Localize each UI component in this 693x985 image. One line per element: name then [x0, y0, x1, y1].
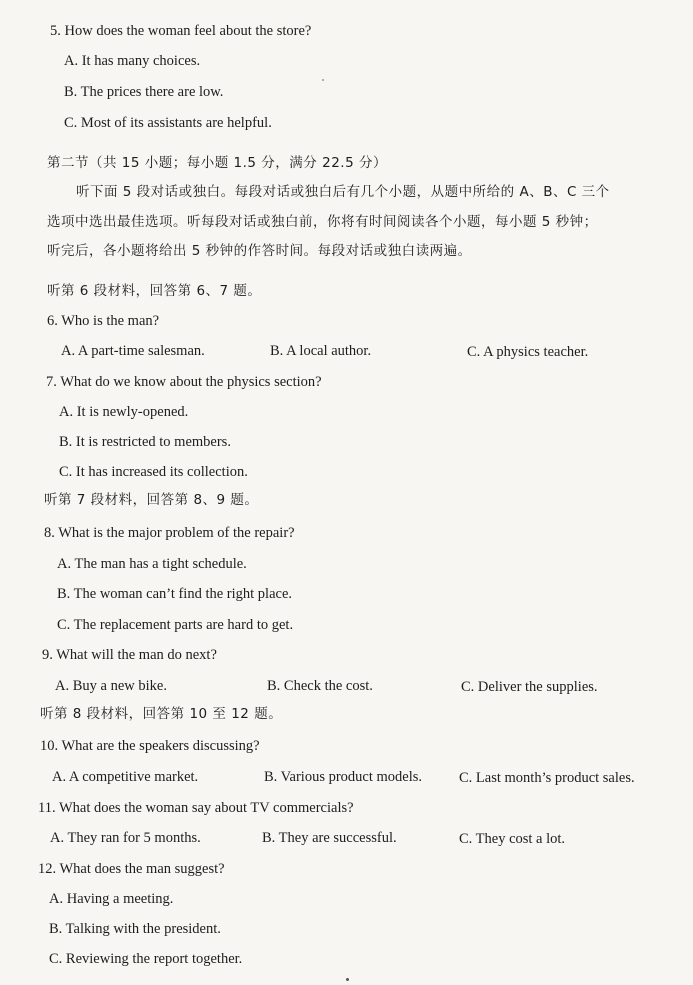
- section-heading: 第二节（共 15 小题；每小题 1.5 分，满分 22.5 分）: [47, 155, 387, 171]
- question-5-option-c: C. Most of its assistants are helpful.: [64, 115, 272, 131]
- section-instructions-line-3: 听完后，各小题将给出 5 秒钟的作答时间。每段对话或独白读两遍。: [47, 243, 472, 259]
- question-9-option-c: C. Deliver the supplies.: [461, 679, 598, 695]
- question-10-option-b: B. Various product models.: [264, 769, 423, 785]
- question-5-stem: 5. How does the woman feel about the store?: [50, 23, 312, 39]
- question-9-option-b: B. Check the cost.: [267, 678, 373, 694]
- scan-speck: [346, 978, 349, 981]
- material-6-instruction: 听第 6 段材料，回答第 6、7 题。: [47, 283, 262, 299]
- section-instructions-line-2: 选项中选出最佳选项。听每段对话或独白前，你将有时间阅读各个小题，每小题 5 秒钟；: [47, 214, 598, 230]
- question-7-option-a: A. It is newly-opened.: [59, 404, 189, 420]
- question-5-option-b: B. The prices there are low.: [64, 84, 224, 100]
- question-12-option-a: A. Having a meeting.: [49, 891, 174, 907]
- question-11-option-b: B. They are successful.: [262, 830, 397, 846]
- question-12-stem: 12. What does the man suggest?: [38, 861, 225, 877]
- section-instructions-line-1: 听下面 5 段对话或独白。每段对话或独白后有几个小题，从题中所给的 A、B、C 三个: [76, 184, 610, 200]
- material-8-instruction: 听第 8 段材料，回答第 10 至 12 题。: [40, 706, 283, 722]
- question-10-option-a: A. A competitive market.: [52, 769, 199, 785]
- question-11-stem: 11. What does the woman say about TV commercials?: [38, 800, 354, 816]
- question-7-option-b: B. It is restricted to members.: [59, 434, 231, 450]
- question-11-option-a: A. They ran for 5 months.: [50, 830, 201, 846]
- scan-speck: [322, 79, 324, 81]
- question-6-option-b: B. A local author.: [270, 343, 372, 359]
- question-7-stem: 7. What do we know about the physics section?: [46, 374, 322, 390]
- question-9-option-a: A. Buy a new bike.: [55, 678, 167, 694]
- question-5-option-a: A. It has many choices.: [64, 53, 201, 69]
- question-8-option-a: A. The man has a tight schedule.: [57, 556, 247, 572]
- question-10-option-c: C. Last month’s product sales.: [459, 770, 635, 786]
- question-6-option-a: A. A part-time salesman.: [61, 343, 205, 359]
- question-12-option-b: B. Talking with the president.: [49, 921, 221, 937]
- question-6-stem: 6. Who is the man?: [47, 313, 160, 329]
- material-7-instruction: 听第 7 段材料，回答第 8、9 题。: [44, 492, 259, 508]
- question-10-stem: 10. What are the speakers discussing?: [40, 738, 260, 754]
- question-6-option-c: C. A physics teacher.: [467, 344, 589, 360]
- question-11-option-c: C. They cost a lot.: [459, 831, 566, 847]
- question-8-stem: 8. What is the major problem of the repair?: [44, 525, 295, 541]
- question-8-option-c: C. The replacement parts are hard to get.: [57, 617, 294, 633]
- question-12-option-c: C. Reviewing the report together.: [49, 951, 243, 967]
- question-8-option-b: B. The woman can’t find the right place.: [57, 586, 293, 602]
- question-9-stem: 9. What will the man do next?: [42, 647, 217, 663]
- question-7-option-c: C. It has increased its collection.: [59, 464, 248, 480]
